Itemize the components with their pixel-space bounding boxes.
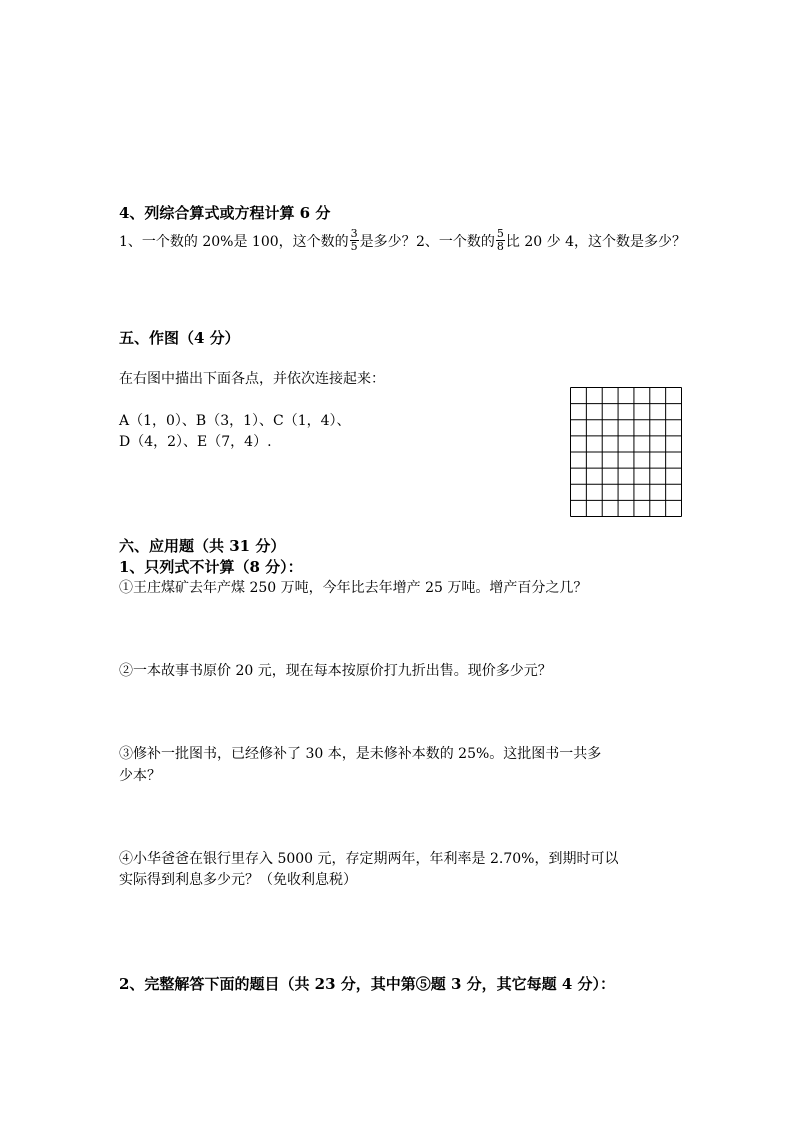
application-question-1: ①王庄煤矿去年产煤 250 万吨，今年比去年增产 25 万吨。增产百分之几？	[119, 580, 588, 596]
section4-heading: 4、列综合算式或方程计算 6 分	[119, 204, 331, 222]
fraction-denominator: 5	[350, 240, 358, 253]
coordinate-grid	[570, 387, 682, 517]
section4-question-1	[119, 228, 416, 253]
section5-heading: 五、作图（4 分）	[119, 329, 240, 347]
application-question-4-line-2: 实际得到利息多少元？（免收利息税）	[119, 872, 357, 888]
fraction	[496, 228, 505, 253]
application-question-4-line-1: ④小华爸爸在银行里存入 5000 元，存定期两年，年利率是 2.70%，到期时可以	[119, 851, 619, 867]
section5-instruction: 在右图中描出下面各点，并依次连接起来：	[119, 371, 385, 387]
fraction-numerator: 3	[350, 227, 358, 240]
application-question-2: ②一本故事书原价 20 元，现在每本按原价打九折出售。现价多少元？	[119, 663, 552, 679]
question-text: 是多少？	[359, 233, 416, 250]
points-line-2: D（4，2）、E（7，4）.	[119, 434, 272, 450]
fraction	[350, 228, 359, 253]
fraction-numerator: 5	[496, 227, 504, 240]
fraction-denominator: 8	[496, 240, 504, 253]
grid-lines	[571, 388, 682, 517]
section6-heading: 六、应用题（共 31 分）	[119, 537, 286, 555]
question-text: 2、一个数的	[416, 233, 495, 250]
application-question-3-line-2: 少本？	[119, 768, 161, 784]
application-question-3-line-1: ③修补一批图书，已经修补了 30 本，是未修补本数的 25%。这批图书一共多	[119, 746, 602, 762]
section4-question-2	[416, 228, 686, 253]
section6-sub2-heading: 2、完整解答下面的题目（共 23 分，其中第⑤题 3 分，其它每题 4 分）：	[119, 975, 616, 993]
question-text: 1、一个数的 20%是 100，这个数的	[119, 233, 349, 250]
question-text: 比 20 少 4，这个数是多少？	[505, 233, 686, 250]
points-line-1: A（1，0）、B（3，1）、C（1，4）、	[119, 413, 351, 429]
section6-sub1-heading: 1、只列式不计算（8 分）：	[119, 558, 303, 576]
